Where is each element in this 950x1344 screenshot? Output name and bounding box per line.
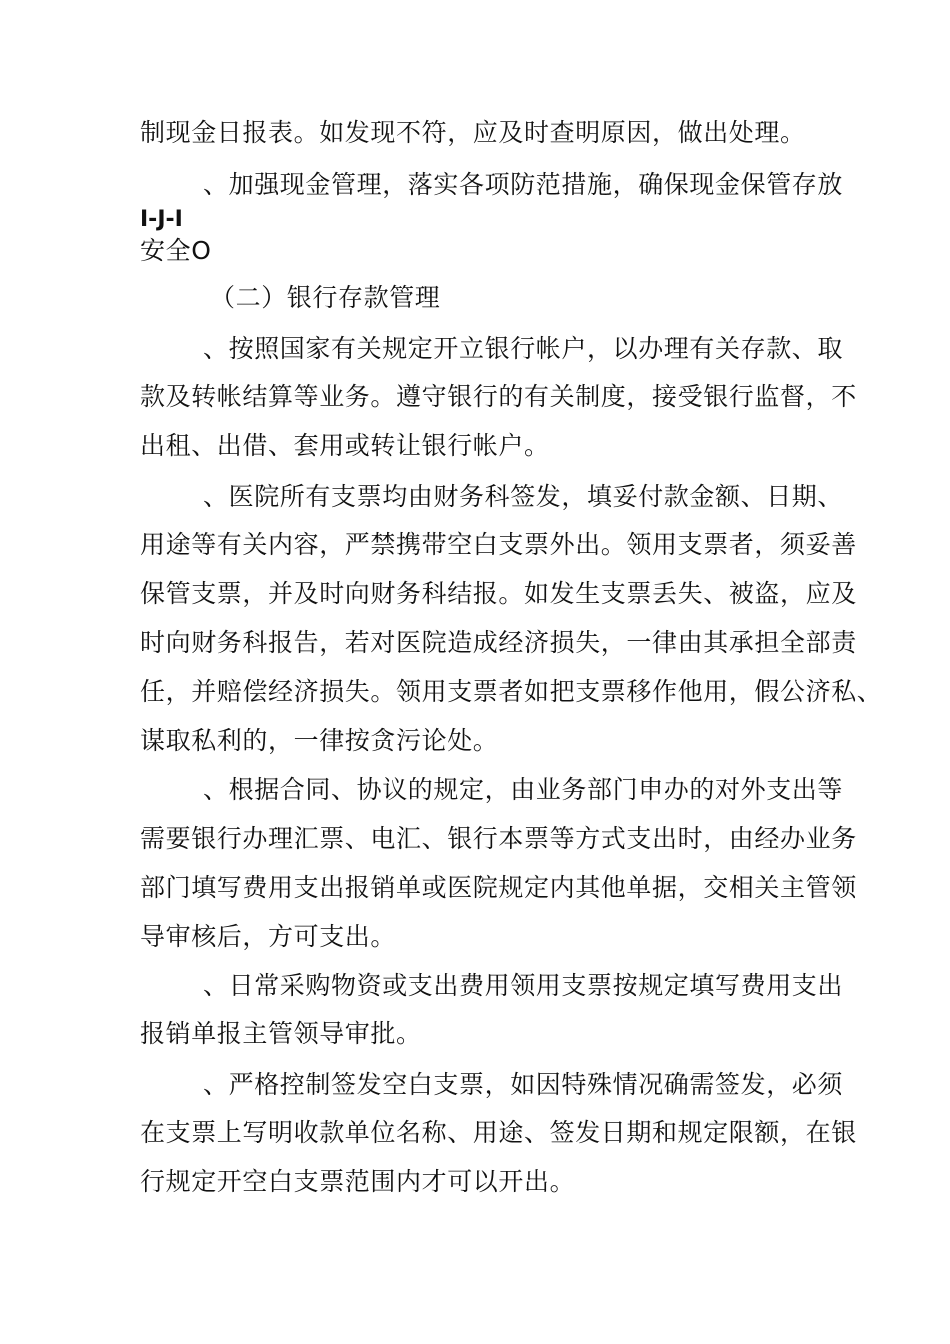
text-line: 在支票上写明收款单位名称、用途、签发日期和规定限额，在银 xyxy=(140,1118,857,1147)
text-line: 安全O xyxy=(140,236,212,265)
text-line: 出租、出借、套用或转让银行帐户。 xyxy=(140,431,550,460)
text-artifact: I-J-I xyxy=(140,207,183,232)
text-line: 保管支票，并及时向财务科结报。如发生支票丢失、被盗，应及 xyxy=(140,579,857,608)
text-line: 行规定开空白支票范围内才可以开出。 xyxy=(140,1167,576,1196)
text-line: 、根据合同、协议的规定，由业务部门申办的对外支出等 xyxy=(203,775,844,804)
text-line: 、加强现金管理，落实各项防范措施，确保现金保管存放 xyxy=(203,170,844,199)
text-line: 、医院所有支票均由财务科签发，填妥付款金额、日期、 xyxy=(203,482,844,511)
text-line: 用途等有关内容，严禁携带空白支票外出。领用支票者，须妥善 xyxy=(140,530,857,559)
text-line: 制现金日报表。如发现不符，应及时查明原因，做出处理。 xyxy=(140,118,806,147)
text-line: 谋取私利的，一律按贪污论处。 xyxy=(140,726,499,755)
text-line: 、严格控制签发空白支票，如因特殊情况确需签发，必须 xyxy=(203,1070,844,1099)
text-line: 、按照国家有关规定开立银行帐户，以办理有关存款、取 xyxy=(203,334,844,363)
text-line: 报销单报主管领导审批。 xyxy=(140,1019,422,1048)
text-line: 时向财务科报告，若对医院造成经济损失，一律由其承担全部责 xyxy=(140,628,857,657)
section-heading: （二）银行存款管理 xyxy=(210,283,441,312)
text-line: 需要银行办理汇票、电汇、银行本票等方式支出时，由经办业务 xyxy=(140,824,857,853)
text-line: 任，并赔偿经济损失。领用支票者如把支票移作他用，假公济私、 xyxy=(140,677,883,706)
text-line: 导审核后，方可支出。 xyxy=(140,922,397,951)
text-line: 款及转帐结算等业务。遵守银行的有关制度，接受银行监督，不 xyxy=(140,382,857,411)
text-line: 、日常采购物资或支出费用领用支票按规定填写费用支出 xyxy=(203,971,844,1000)
text-line: 部门填写费用支出报销单或医院规定内其他单据，交相关主管领 xyxy=(140,873,857,902)
